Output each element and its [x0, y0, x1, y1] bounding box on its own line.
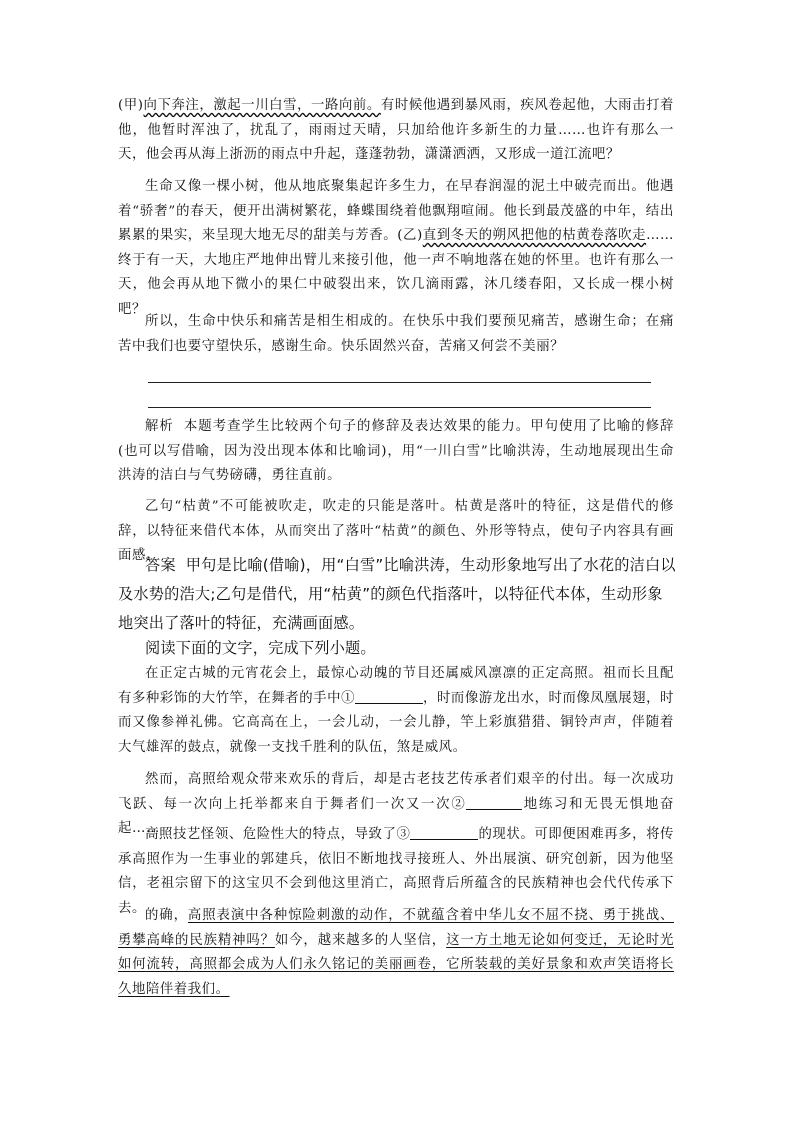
- answer-label: 答案: [145, 556, 176, 574]
- blank-1[interactable]: [355, 689, 423, 704]
- blank-3[interactable]: [410, 825, 478, 840]
- blank-2[interactable]: [466, 795, 522, 810]
- reading-paragraph-3-b: 的现状。可即便困难再多，将传承高照作为一生事业的郭建兵，依旧不断地找寻接班人、外出展演、研究创新，因为他坚信，老祖宗留下的这宝贝不会到他这里消亡，高照背后所蕴含的民族精神也会代代传承下去。: [118, 827, 675, 916]
- answer-line-2: [148, 407, 651, 408]
- answer-line-1: [148, 382, 651, 383]
- answer-text: 甲句是比喻(借喻)，用“白雪”比喻洪涛，生动形象地写出了水花的洁白以及水势的浩大;乙句是借代，用“枯黄”的颜色代指落叶，以特征代本体，生动形象地突出了落叶的特征，充满画面感。: [118, 556, 676, 632]
- reading-paragraph-1: [118, 662, 674, 760]
- reading-paragraph-4-a: 的确，: [145, 908, 188, 923]
- analysis-paragraph-2: 乙句“枯黄”不可能被吹走，吹走的只能是落叶。枯黄是落叶的特征，这是借代的修辞，以特征来借代本体，从而突出了落叶“枯黄”的颜色、外形等特点，使句子内容具有画面感。: [118, 499, 674, 564]
- passage-paragraph-1: [118, 94, 674, 168]
- reading-paragraph-1-b: ，时而像游龙出水，时而像凤凰展翅，时而又像参禅礼佛。它高高在上，一会儿动，一会儿静，竿上彩旗猎猎、铜铃声声，伴随着大气雄浑的鼓点，就像一支找千胜利的队伍，煞是威风。: [118, 690, 674, 755]
- passage-paragraph-3: 所以，生命中快乐和痛苦是相生相成的。在快乐中我们要预见痛苦，感谢生命；在痛苦中我们也要守望快乐，感谢生命。快乐固然兴奋，苦痛又何尝不美丽？: [118, 314, 674, 354]
- sentence-yi-underlined: 直到冬天的朔风把他的枯黄卷落吹走: [422, 228, 647, 244]
- analysis-label: 解析: [145, 419, 174, 434]
- sentence-label-yi: (乙): [397, 228, 423, 244]
- blank-1-marker: ①: [341, 690, 356, 706]
- blank-3-marker: ③: [396, 827, 411, 842]
- answer-paragraph: [118, 551, 676, 638]
- reading-paragraph-3-a: 高照技艺怪领、危险性大的特点，导致了: [145, 827, 397, 842]
- underlined-sentence-2: 这一方土地无论如何变迁，无论时光如何流转，高照都会成为人们永久铭记的美丽画卷，它所装载的美好景象和欢声笑语将长久地陪伴着我们。: [118, 932, 674, 997]
- paragraph-2-rest: ……终于有一天，大地庄严地伸出臂儿来接引他，他一声不响地落在她的怀里。也许有那么一天，他会再从地下微小的果仁中破裂出来，饮几滴雨露，沐几缕春阳，又长成一棵小树吧？: [118, 228, 674, 317]
- blank-2-marker: ②: [451, 796, 467, 812]
- reading-paragraph-2-b: 地练习和无畏无惧地奋起……: [118, 796, 674, 837]
- reading-instruction: 阅读下面的文字，完成下列小题。: [145, 639, 376, 657]
- passage-paragraph-2: [118, 175, 674, 323]
- analysis-paragraph: [118, 415, 674, 489]
- paragraph-1-rest: 有时候他遇到暴风雨，疾风卷起他，大雨击打着他，他暂时浑浊了，扰乱了，雨雨过天晴，只加给他许多新生的力量……也许有那么一天，他会再从海上浙沥的雨点中升起，蓬蓬勃勃，潇潇洒洒，又形成一道江流吧？: [118, 98, 674, 163]
- analysis-text-1: 本题考查学生比较两个句子的修辞及表达效果的能力。甲句使用了比喻的修辞(也可以写借喻，因为没出现本体和比喻词)，用“一川白雪”比喻洪涛，生动地展现出生命洪涛的洁白与气势磅礴，勇往直前。: [118, 419, 674, 484]
- reading-paragraph-2-a: 然而，高照给观众带来欢乐的背后，却是古老技艺传承者们艰辛的付出。每一次成功飞跃、每一次向上托举都来自于舞者们一次又一次: [118, 772, 674, 812]
- sentence-label-jia: (甲): [118, 98, 144, 113]
- sentence-jia-underlined: 向下奔注，激起一川白雪，一路向前。: [143, 98, 381, 113]
- reading-paragraph-4: [118, 904, 674, 1002]
- paragraph-2-lead: 生命又像一棵小树，他从地底聚集起许多生力，在早春润湿的泥土中破壳而出。他遇着“骄奢”的春天，便开出满树繁花，蜂蝶围绕着他飘翔喧闹。他长到最茂盛的中年，结出累累的果实，来呈现大地无尽的甜美与芳香。: [118, 179, 674, 244]
- underlined-sentence-1: 高照表演中各种惊险刺激的动作，不就蕴含着中华儿女不屈不挠、勇于挑战、勇攀高峰的民族精神吗？: [118, 908, 674, 948]
- reading-paragraph-4-mid: 如今，越来越多的人坚信，: [274, 932, 447, 948]
- reading-paragraph-1-a: 在正定古城的元宵花会上，最惊心动魄的节目还属威风凛凛的正定高照。祖而长且配有多种彩饰的大竹竿，在舞者的手中: [118, 666, 674, 706]
